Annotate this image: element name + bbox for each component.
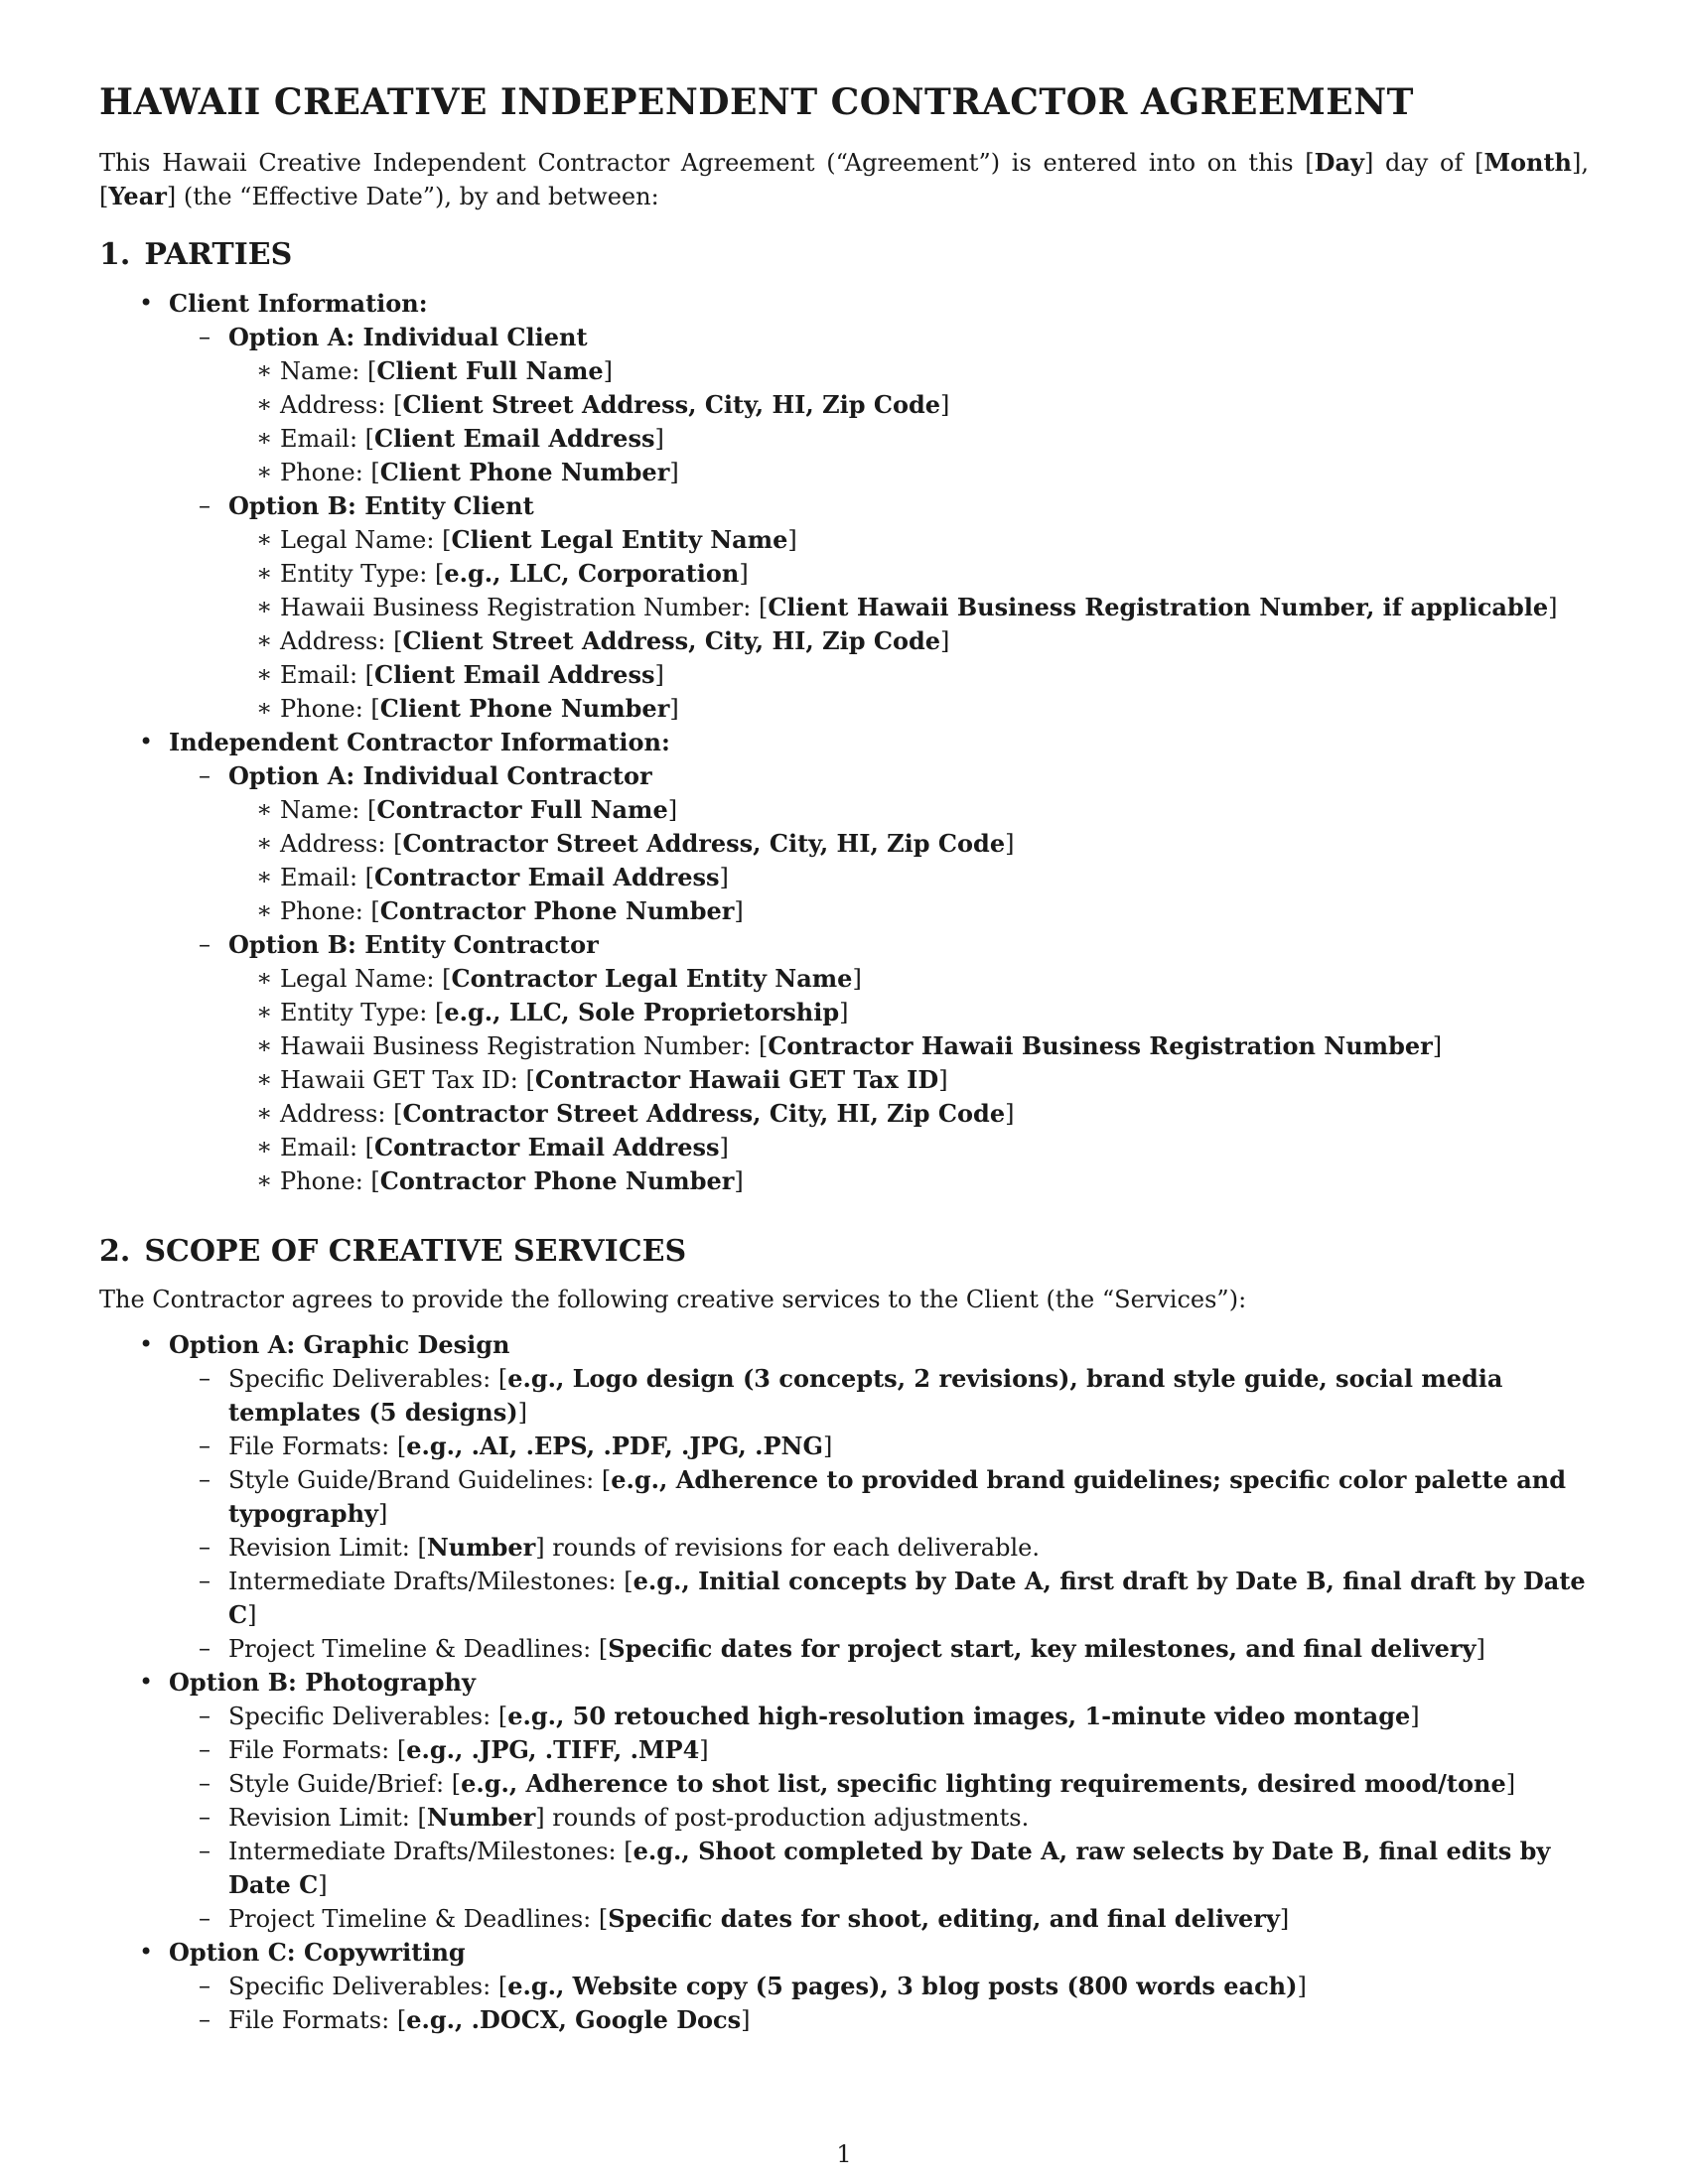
field-placeholder: Client Phone Number: [379, 457, 670, 486]
field-end: ]: [734, 1166, 744, 1195]
field-label: Email: [: [280, 1133, 375, 1161]
field-item: [228, 456, 1589, 489]
day-placeholder: Day: [1314, 147, 1364, 177]
field-item: [228, 1131, 1589, 1164]
field-placeholder: Contractor Hawaii GET Tax ID: [534, 1064, 939, 1094]
field-label: Hawaii Business Registration Number: [: [280, 1031, 769, 1060]
field-end: ]: [938, 1065, 948, 1094]
field-item: [169, 1362, 1589, 1430]
field-item: [228, 624, 1589, 658]
field-placeholder: Contractor Full Name: [376, 794, 668, 824]
field-end: ]: [654, 660, 664, 689]
field-placeholder: Client Email Address: [374, 423, 655, 453]
field-item: [228, 996, 1589, 1029]
field-label: Address: [: [280, 1099, 403, 1128]
field-placeholder: Contractor Street Address, City, HI, Zip Code: [402, 1098, 1006, 1128]
field-placeholder: Contractor Email Address: [374, 862, 720, 891]
field-label: Email: [: [280, 660, 375, 689]
field-end: ]: [741, 2005, 751, 2034]
field-placeholder: Contractor Street Address, City, HI, Zip Code: [402, 828, 1006, 858]
field-item: [228, 1063, 1589, 1097]
field-label: File Formats: [: [228, 2005, 407, 2034]
field-item: [169, 1700, 1589, 1733]
field-end: ]: [377, 1499, 388, 1528]
field-item: [169, 1835, 1589, 1902]
field-placeholder: Specific dates for shoot, editing, and final delivery: [608, 1903, 1280, 1933]
field-label: Specific Deliverables: [: [228, 1364, 508, 1393]
field-placeholder: e.g., .DOCX, Google Docs: [406, 2004, 742, 2034]
field-label: Legal Name: [: [280, 964, 452, 993]
field-item: [228, 388, 1589, 422]
field-label: Intermediate Drafts/Milestones: [: [228, 1837, 633, 1865]
field-item: [228, 692, 1589, 726]
field-placeholder: Specific dates for project start, key milestones, and final delivery: [608, 1633, 1477, 1663]
client-option-b: – Option B: Entity Client ∗ Legal Name: [Client Legal Entity Name] ∗ Entity Type: [e.g., LLC, Corporation] ∗ Hawaii Business Registration Number: [Client Hawaii Business Registration Number, if applicable] ∗ Address: [Client Street Address, City, HI, Zip Code] ∗ Email: [Client Email Address] ∗ Phone: [Client Phone Number]: [169, 489, 1589, 726]
field-item: [228, 1097, 1589, 1131]
field-item: [228, 557, 1589, 591]
field-item: [228, 591, 1589, 624]
page-number: 1: [836, 2140, 852, 2168]
field-placeholder: Contractor Phone Number: [379, 1165, 735, 1195]
field-item: [169, 1632, 1589, 1666]
field-end: ]: [517, 1398, 527, 1427]
field-label: Phone: [: [280, 1166, 380, 1195]
year-placeholder: Year: [108, 181, 167, 210]
field-label: Address: [: [280, 829, 403, 858]
field-placeholder: e.g., Shoot completed by Date A, raw selects by Date B, final edits by Date C: [228, 1836, 1551, 1899]
field-end: ]: [719, 863, 729, 891]
field-placeholder: Client Hawaii Business Registration Number, if applicable: [768, 592, 1549, 621]
field-label: Address: [: [280, 390, 403, 419]
field-placeholder: Contractor Hawaii Business Registration Number: [768, 1030, 1433, 1060]
field-placeholder: Client Phone Number: [379, 693, 670, 723]
field-item: [228, 1164, 1589, 1198]
field-item: [228, 861, 1589, 894]
field-label: Entity Type: [: [280, 559, 445, 588]
field-label: Legal Name: [: [280, 525, 452, 554]
field-item: [228, 354, 1589, 388]
field-label: Specific Deliverables: [: [228, 1702, 508, 1730]
field-item: [169, 1902, 1589, 1936]
field-label: Intermediate Drafts/Milestones: [: [228, 1567, 633, 1595]
field-label: Entity Type: [: [280, 998, 445, 1026]
field-end: ]: [603, 356, 614, 385]
field-placeholder: Number: [426, 1802, 536, 1832]
client-information: • Client Information: – Option A: Individual Client ∗ Name: [Client Full Name] ∗ Address: [Client Street Address, City, HI, Zip Code] ∗ Email: [Client Email Address] ∗ Phone: [Client Phone Number] – Option B: Entity Client ∗ Legal Name: [Client Legal Entity Name] ∗ Entity Type: [e.g., LLC, Corporation] ∗ Hawaii Business Registration Number: [Client Hawaii Business Registration Number, if applicable] ∗ Address: [Client Street Address, City, HI, Zip Code] ∗ Email: [Client Email Address] ∗ Phone: [Client Phone Number]: [99, 287, 1589, 726]
field-placeholder: e.g., LLC, Sole Proprietorship: [444, 997, 840, 1026]
section-1-heading: 1. PARTIES: [99, 236, 293, 272]
field-item: [228, 894, 1589, 928]
field-label: Specific Deliverables: [: [228, 1972, 508, 2000]
field-end: ]: [1297, 1972, 1307, 2000]
field-end: ]: [787, 525, 797, 554]
field-label: Phone: [: [280, 896, 380, 925]
field-end: ]: [1005, 829, 1015, 858]
field-label: File Formats: [: [228, 1432, 407, 1460]
field-label: Name: [: [280, 795, 377, 824]
month-placeholder: Month: [1483, 147, 1572, 177]
field-label: Phone: [: [280, 458, 380, 486]
field-label: Email: [: [280, 424, 375, 453]
field-end: ]: [719, 1133, 729, 1161]
field-end: ]: [1548, 593, 1558, 621]
section-2-heading: 2. SCOPE OF CREATIVE SERVICES: [99, 1233, 687, 1269]
contractor-option-a: – Option A: Individual Contractor ∗ Name: [Contractor Full Name] ∗ Address: [Contractor Street Address, City, HI, Zip Code] ∗ Email: [Contractor Email Address] ∗ Phone: [Contractor Phone Number]: [169, 759, 1589, 928]
field-end: ]: [699, 1735, 709, 1764]
field-item: [228, 793, 1589, 827]
field-item: [169, 1801, 1589, 1835]
field-item: [228, 658, 1589, 692]
field-end: ]: [1432, 1031, 1443, 1060]
field-placeholder: e.g., Adherence to provided brand guidelines; specific color palette and typography: [228, 1464, 1566, 1528]
field-end: ]: [247, 1600, 257, 1629]
field-label: Address: [: [280, 626, 403, 655]
field-label: Email: [: [280, 863, 375, 891]
service-option-a: • Option A: Graphic Design – Specific Deliverables: [e.g., Logo design (3 concepts, 2 revisions), brand style guide, social media templates (5 designs)] – File Formats: [e.g., .AI, .EPS, .PDF, .JPG, .PNG] – Style Guide/Brand Guidelines: [e.g., Adherence to provided brand guidelines; specific color palette and typography] – Revision Limit: [Number] rounds of revisions for each deliverable. – Intermediate Drafts/Milestones: [e.g., Initial concepts by Date A, first draft by Date B, final draft by Date C] – Project Timeline & Deadlines: [Specific dates for project start, key milestones, and final delivery]: [99, 1328, 1589, 1666]
field-end: ]: [822, 1432, 833, 1460]
field-end: ]: [852, 964, 862, 993]
field-placeholder: e.g., .JPG, .TIFF, .MP4: [406, 1734, 700, 1764]
contractor-option-b: – Option B: Entity Contractor ∗ Legal Name: [Contractor Legal Entity Name] ∗ Entity Type: [e.g., LLC, Sole Proprietorship] ∗ Hawaii Business Registration Number: [Contractor Hawaii Business Registration Number] ∗ Hawaii GET Tax ID: [Contractor Hawaii GET Tax ID] ∗ Address: [Contractor Street Address, City, HI, Zip Code] ∗ Email: [Contractor Email Address] ∗ Phone: [Contractor Phone Number]: [169, 928, 1589, 1198]
field-label: Project Timeline & Deadlines: [: [228, 1904, 609, 1933]
scope-intro: The Contractor agrees to provide the following creative services to the Client (the “Services”):: [99, 1285, 1247, 1313]
field-item: [169, 1970, 1589, 2003]
parties-list: [99, 287, 1589, 1198]
field-item: [169, 1767, 1589, 1801]
field-placeholder: Contractor Legal Entity Name: [451, 963, 853, 993]
field-placeholder: Client Street Address, City, HI, Zip Code: [402, 625, 941, 655]
field-item: [169, 1565, 1589, 1632]
field-label: File Formats: [: [228, 1735, 407, 1764]
field-item: [228, 1029, 1589, 1063]
field-placeholder: Client Street Address, City, HI, Zip Code: [402, 389, 941, 419]
field-label: Hawaii Business Registration Number: [: [280, 593, 769, 621]
field-end: ]: [734, 896, 744, 925]
field-end: ]: [1410, 1702, 1420, 1730]
field-end: ]: [1279, 1904, 1290, 1933]
field-item: [169, 2003, 1589, 2037]
field-end: ]: [654, 424, 664, 453]
field-placeholder: e.g., Logo design (3 concepts, 2 revisions), brand style guide, social media templates (5 designs): [228, 1363, 1503, 1427]
service-option-b: • Option B: Photography – Specific Deliverables: [e.g., 50 retouched high-resolution images, 1-minute video montage] – File Formats: [e.g., .JPG, .TIFF, .MP4] – Style Guide/Brief: [e.g., Adherence to shot list, specific lighting requirements, desired mood/tone] – Revision Limit: [Number] rounds of post-production adjustments. – Intermediate Drafts/Milestones: [e.g., Shoot completed by Date A, raw selects by Date B, final edits by Date C] – Project Timeline & Deadlines: [Specific dates for shoot, editing, and final delivery]: [99, 1666, 1589, 1936]
field-end: ]: [940, 390, 950, 419]
field-end: ] rounds of post-production adjustments.: [535, 1803, 1030, 1832]
field-item: [169, 1463, 1589, 1531]
field-placeholder: e.g., Adherence to shot list, specific lighting requirements, desired mood/tone: [461, 1768, 1506, 1798]
service-option-c: • Option C: Copywriting – Specific Deliverables: [e.g., Website copy (5 pages), 3 blog posts (800 words each)] – File Formats: [e.g., .DOCX, Google Docs]: [99, 1936, 1589, 2037]
field-label: Revision Limit: [: [228, 1533, 427, 1562]
field-label: Project Timeline & Deadlines: [: [228, 1634, 609, 1663]
field-placeholder: Client Legal Entity Name: [451, 524, 788, 554]
field-item: [228, 962, 1589, 996]
field-end: ]: [940, 626, 950, 655]
client-option-a: – Option A: Individual Client ∗ Name: [Client Full Name] ∗ Address: [Client Street Address, City, HI, Zip Code] ∗ Email: [Client Email Address] ∗ Phone: [Client Phone Number]: [169, 321, 1589, 489]
field-placeholder: e.g., .AI, .EPS, .PDF, .JPG, .PNG: [406, 1431, 823, 1460]
field-item: [169, 1733, 1589, 1767]
field-end: ]: [667, 795, 678, 824]
field-placeholder: e.g., Website copy (5 pages), 3 blog posts (800 words each): [507, 1971, 1298, 2000]
field-item: [228, 827, 1589, 861]
contractor-information: • Independent Contractor Information: – Option A: Individual Contractor ∗ Name: [Contractor Full Name] ∗ Address: [Contractor Street Address, City, HI, Zip Code] ∗ Email: [Contractor Email Address] ∗ Phone: [Contractor Phone Number] – Option B: Entity Contractor ∗ Legal Name: [Contractor Legal Entity Name] ∗ Entity Type: [e.g., LLC, Sole Proprietorship] ∗ Hawaii Business Registration Number: [Contractor Hawaii Business Registration Number] ∗ Hawaii GET Tax ID: [Contractor Hawaii GET Tax ID] ∗ Address: [Contractor Street Address, City, HI, Zip Code] ∗ Email: [Contractor Email Address] ∗ Phone: [Contractor Phone Number]: [99, 726, 1589, 1198]
field-end: ]: [839, 998, 849, 1026]
field-placeholder: Client Full Name: [376, 355, 604, 385]
field-label: Name: [: [280, 356, 377, 385]
document-page: [99, 79, 1589, 2144]
field-end: ]: [318, 1870, 328, 1899]
field-placeholder: e.g., 50 retouched high-resolution images, 1-minute video montage: [507, 1701, 1411, 1730]
field-end: ]: [1505, 1769, 1516, 1798]
field-end: ]: [669, 694, 679, 723]
field-placeholder: e.g., Initial concepts by Date A, first draft by Date B, final draft by Date C: [228, 1566, 1586, 1629]
field-placeholder: e.g., LLC, Corporation: [444, 558, 740, 588]
field-placeholder: Client Email Address: [374, 659, 655, 689]
field-item: [228, 523, 1589, 557]
field-label: Hawaii GET Tax ID: [: [280, 1065, 535, 1094]
field-item: [228, 422, 1589, 456]
field-label: Style Guide/Brief: [: [228, 1769, 462, 1798]
field-label: Style Guide/Brand Guidelines: [: [228, 1465, 612, 1494]
field-label: Phone: [: [280, 694, 380, 723]
field-end: ]: [669, 458, 679, 486]
field-item: [169, 1430, 1589, 1463]
field-end: ]: [739, 559, 749, 588]
field-item: [169, 1531, 1589, 1565]
field-end: ]: [1005, 1099, 1015, 1128]
field-end: ]: [1476, 1634, 1485, 1663]
field-end: ] rounds of revisions for each deliverable.: [535, 1533, 1040, 1562]
intro-paragraph: This Hawaii Creative Independent Contractor Agreement (“Agreement”) is entered into on this [Day] day of [Month], [Year] (the “Effective Date”), by and between:: [99, 147, 1589, 210]
services-list: [99, 1328, 1589, 2037]
field-placeholder: Contractor Phone Number: [379, 895, 735, 925]
field-placeholder: Contractor Email Address: [374, 1132, 720, 1161]
field-label: Revision Limit: [: [228, 1803, 427, 1832]
document-title: HAWAII CREATIVE INDEPENDENT CONTRACTOR AGREEMENT: [99, 81, 1414, 123]
field-placeholder: Number: [426, 1532, 536, 1562]
